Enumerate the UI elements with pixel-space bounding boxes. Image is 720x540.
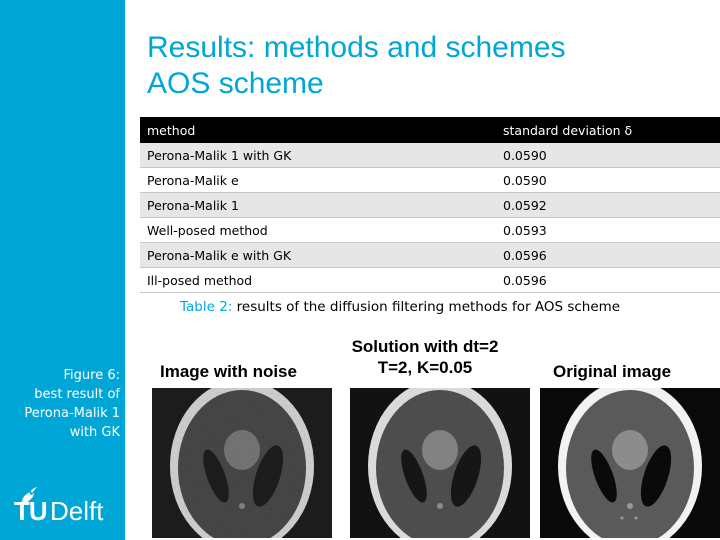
filtered-image — [350, 388, 530, 538]
std-cell: 0.0590 — [496, 143, 720, 168]
table-caption-label: Table 2: — [180, 299, 233, 315]
std-cell: 0.0590 — [496, 168, 720, 193]
column-header-std: standard deviation δ — [496, 117, 720, 143]
column-header-method: method — [140, 117, 496, 143]
std-cell: 0.0596 — [496, 243, 720, 268]
method-cell: Perona-Malik 1 — [140, 193, 496, 218]
figure-caption-line: Figure 6: — [63, 368, 120, 383]
std-cell: 0.0593 — [496, 218, 720, 243]
figure-caption-line: with GK — [69, 425, 120, 440]
table-row — [140, 218, 720, 243]
figure-title-line-1: Solution with dt=2 — [351, 337, 499, 356]
figure-title — [340, 336, 510, 378]
table-header-row — [140, 117, 720, 143]
method-cell: Perona-Malik 1 with GK — [140, 143, 496, 168]
logo-tu: TU — [14, 496, 47, 526]
figure-caption-line: best result of — [34, 387, 120, 402]
original-image — [540, 388, 720, 538]
phantom-figure — [140, 336, 720, 540]
slide-title — [147, 30, 566, 102]
figure-caption — [0, 366, 120, 442]
figure-title-line-2: T=2, K=0.05 — [377, 358, 473, 377]
method-cell: Ill-posed method — [140, 268, 496, 293]
std-cell: 0.0596 — [496, 268, 720, 293]
table-row — [140, 243, 720, 268]
figure-caption-line: Perona-Malik 1 — [24, 406, 120, 421]
tudelft-logo — [14, 486, 114, 526]
table-caption-text: results of the diffusion filtering methods for AOS scheme — [232, 299, 621, 315]
method-cell: Well-posed method — [140, 218, 496, 243]
results-table — [140, 117, 720, 293]
method-cell: Perona-Malik e — [140, 168, 496, 193]
table-caption — [180, 299, 620, 315]
noisy-image-label: Image with noise — [160, 362, 297, 381]
method-cell: Perona-Malik e with GK — [140, 243, 496, 268]
std-cell: 0.0592 — [496, 193, 720, 218]
table-row — [140, 193, 720, 218]
title-line-1: Results: methods and schemes — [147, 31, 566, 64]
table-row — [140, 143, 720, 168]
table-row — [140, 268, 720, 293]
logo-delft: Delft — [50, 496, 104, 526]
noisy-image — [152, 388, 332, 538]
sidebar — [0, 0, 125, 540]
original-image-label: Original image — [553, 362, 672, 381]
title-line-2: AOS scheme — [147, 67, 324, 100]
table-row — [140, 168, 720, 193]
